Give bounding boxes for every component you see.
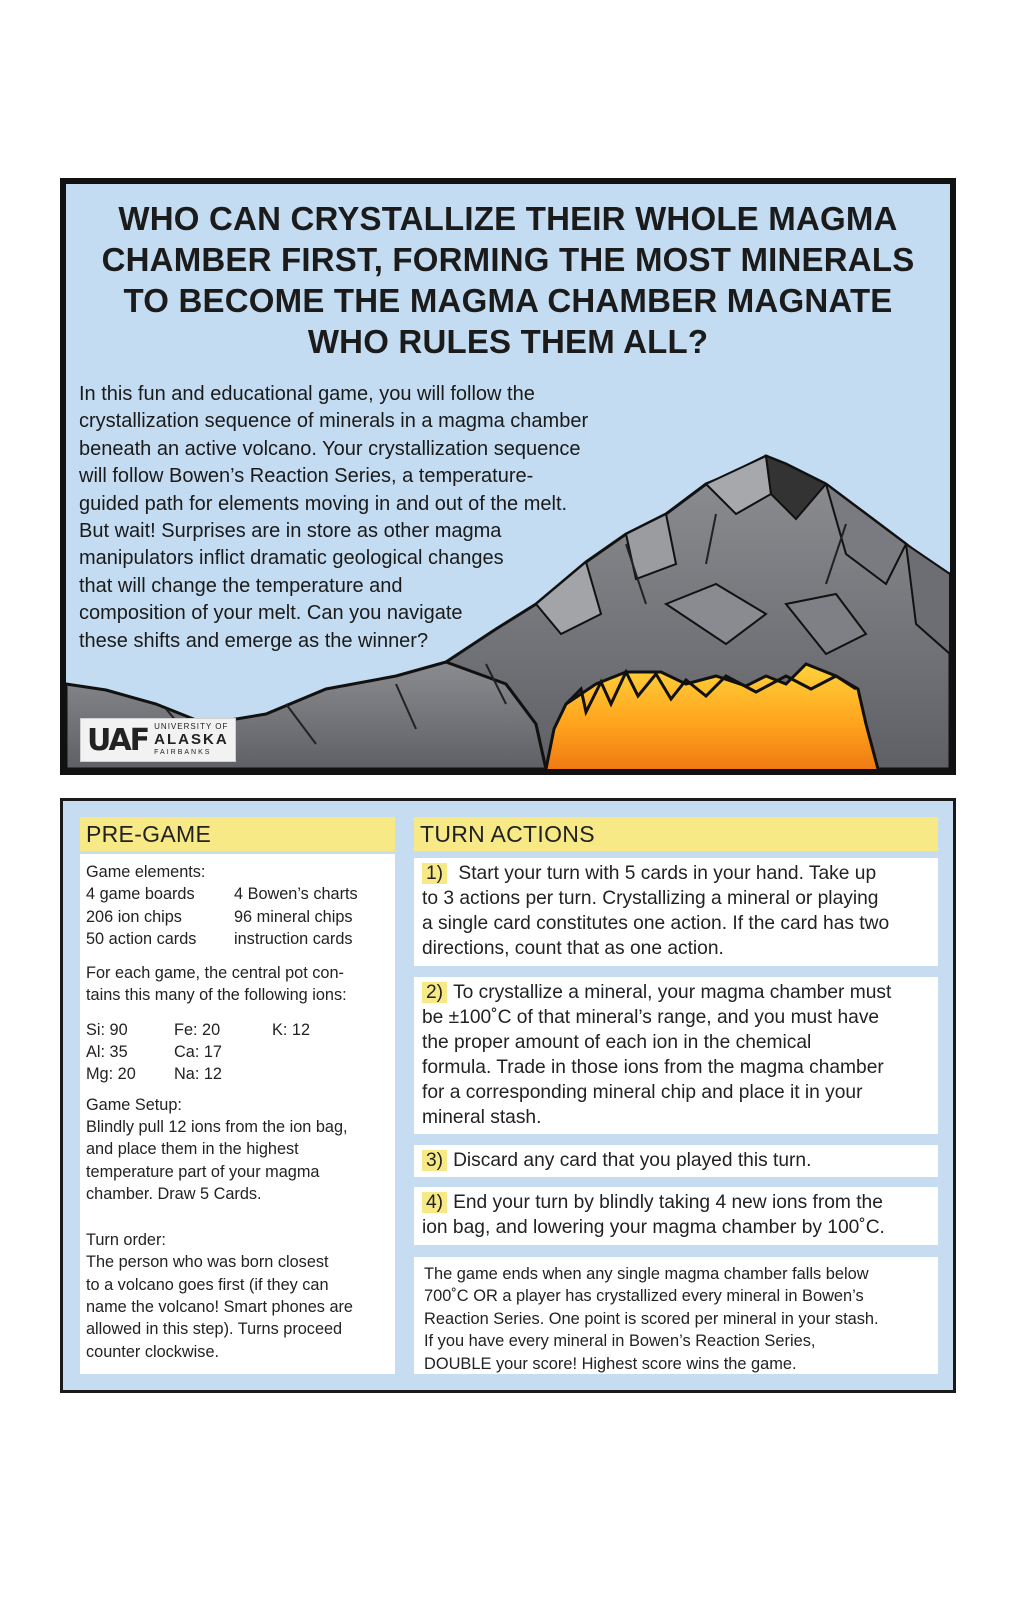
- order-line: allowed in this step). Turns proceed: [86, 1320, 343, 1339]
- step-number: 1): [422, 863, 447, 884]
- logo-mark: UAF: [87, 722, 149, 758]
- intro-line: composition of your melt. Can you navigate: [79, 602, 463, 625]
- ion-count: Na: 12: [174, 1065, 222, 1084]
- hero-intro: [79, 381, 679, 655]
- turn-actions-heading: TURN ACTIONS: [414, 817, 938, 851]
- elements-list: [86, 883, 389, 950]
- step-line: be ±100˚C of that mineral’s range, and you must have: [422, 1007, 880, 1028]
- hero-panel: [60, 178, 956, 775]
- uaf-logo: [80, 718, 236, 762]
- setup-line: and place them in the highest: [86, 1140, 299, 1159]
- logo-line: ALASKA: [154, 731, 229, 748]
- game-end-box: [414, 1257, 938, 1374]
- step-line: Discard any card that you played this turn.: [453, 1150, 812, 1171]
- setup-label: Game Setup:: [86, 1095, 182, 1114]
- turn-step-4: [414, 1187, 938, 1245]
- ion-count: Fe: 20: [174, 1020, 221, 1039]
- list-item: 4 Bowen’s charts: [234, 885, 358, 904]
- rules-panel: [60, 798, 956, 1393]
- logo-line: UNIVERSITY OF: [154, 722, 229, 731]
- ion-count: Al: 35: [86, 1043, 128, 1062]
- pot-line: For each game, the central pot con-: [86, 964, 344, 983]
- order-line: name the volcano! Smart phones are: [86, 1298, 353, 1317]
- ion-count: Ca: 17: [174, 1043, 222, 1062]
- list-item: instruction cards: [234, 929, 353, 948]
- ion-count: Mg: 20: [86, 1065, 136, 1084]
- intro-line: In this fun and educational game, you will follow the: [79, 383, 535, 405]
- list-item: 206 ion chips: [86, 907, 182, 926]
- end-line: The game ends when any single magma chamber falls below: [424, 1265, 869, 1283]
- step-number: 3): [422, 1150, 447, 1171]
- turn-step-3: [414, 1145, 938, 1177]
- turn-step-1: [414, 858, 938, 966]
- turn-step-2: [414, 977, 938, 1134]
- order-line: The person who was born closest: [86, 1253, 329, 1272]
- title-line: TO BECOME THE MAGMA CHAMBER MAGNATE: [123, 282, 893, 319]
- setup-line: chamber. Draw 5 Cards.: [86, 1184, 262, 1203]
- list-item: 50 action cards: [86, 929, 197, 948]
- intro-line: will follow Bowen’s Reaction Series, a temperature-: [79, 465, 534, 488]
- logo-line: FAIRBANKS: [154, 749, 212, 756]
- elements-label: Game elements:: [86, 863, 206, 881]
- title-line: WHO RULES THEM ALL?: [307, 323, 709, 360]
- order-line: counter clockwise.: [86, 1342, 220, 1361]
- setup-line: Blindly pull 12 ions from the ion bag,: [86, 1117, 348, 1136]
- list-item: 96 mineral chips: [234, 907, 353, 926]
- intro-line: But wait! Surprises are in store as other magma: [79, 520, 502, 543]
- ion-count: [272, 1063, 372, 1085]
- intro-line: that will change the temperature and: [79, 574, 403, 597]
- step-line: mineral stash.: [422, 1107, 542, 1128]
- intro-line: manipulators inflict dramatic geological changes: [79, 547, 504, 570]
- order-label: Turn order:: [86, 1231, 166, 1250]
- end-line: If you have every mineral in Bowen’s Reaction Series,: [424, 1332, 816, 1351]
- step-line: to 3 actions per turn. Crystallizing a mineral or playing: [422, 888, 879, 909]
- step-line: Start your turn with 5 cards in your hand. Take up: [453, 863, 877, 884]
- intro-line: beneath an active volcano. Your crystallization sequence: [79, 437, 581, 460]
- step-line: a single card constitutes one action. If the card has two: [422, 913, 890, 934]
- ion-count: [272, 1041, 372, 1063]
- step-line: directions, count that as one action.: [422, 938, 724, 959]
- pregame-heading: PRE-GAME: [80, 817, 395, 851]
- list-item: 4 game boards: [86, 885, 195, 904]
- order-line: to a volcano goes first (if they can: [86, 1275, 329, 1294]
- step-line: End your turn by blindly taking 4 new ions from the: [453, 1192, 883, 1213]
- ion-list: [86, 1019, 389, 1086]
- ion-count: K: 12: [272, 1020, 311, 1039]
- intro-line: crystallization sequence of minerals in a magma chamber: [79, 410, 589, 433]
- end-line: 700˚C OR a player has crystallized every mineral in Bowen’s: [424, 1287, 864, 1306]
- step-line: ion bag, and lowering your magma chamber by 100˚C.: [422, 1217, 885, 1238]
- end-line: Reaction Series. One point is scored per mineral in your stash.: [424, 1309, 879, 1328]
- step-number: 4): [422, 1192, 447, 1213]
- step-line: the proper amount of each ion in the chemical: [422, 1032, 812, 1053]
- title-line: CHAMBER FIRST, FORMING THE MOST MINERALS: [101, 241, 915, 278]
- logo-text: [154, 722, 229, 758]
- intro-line: these shifts and emerge as the winner?: [79, 629, 429, 652]
- setup-line: temperature part of your magma: [86, 1162, 320, 1181]
- pot-line: tains this many of the following ions:: [86, 986, 347, 1005]
- ion-count: Si: 90: [86, 1020, 128, 1039]
- step-line: for a corresponding mineral chip and place it in your: [422, 1082, 863, 1103]
- title-line: WHO CAN CRYSTALLIZE THEIR WHOLE MAGMA: [118, 200, 898, 237]
- step-line: formula. Trade in those ions from the magma chamber: [422, 1057, 884, 1078]
- step-number: 2): [422, 982, 447, 1003]
- step-line: To crystallize a mineral, your magma chamber must: [453, 982, 892, 1003]
- pregame-box: [80, 854, 395, 1374]
- intro-line: guided path for elements moving in and out of the melt.: [79, 492, 568, 515]
- end-line: DOUBLE your score! Highest score wins the game.: [424, 1354, 797, 1373]
